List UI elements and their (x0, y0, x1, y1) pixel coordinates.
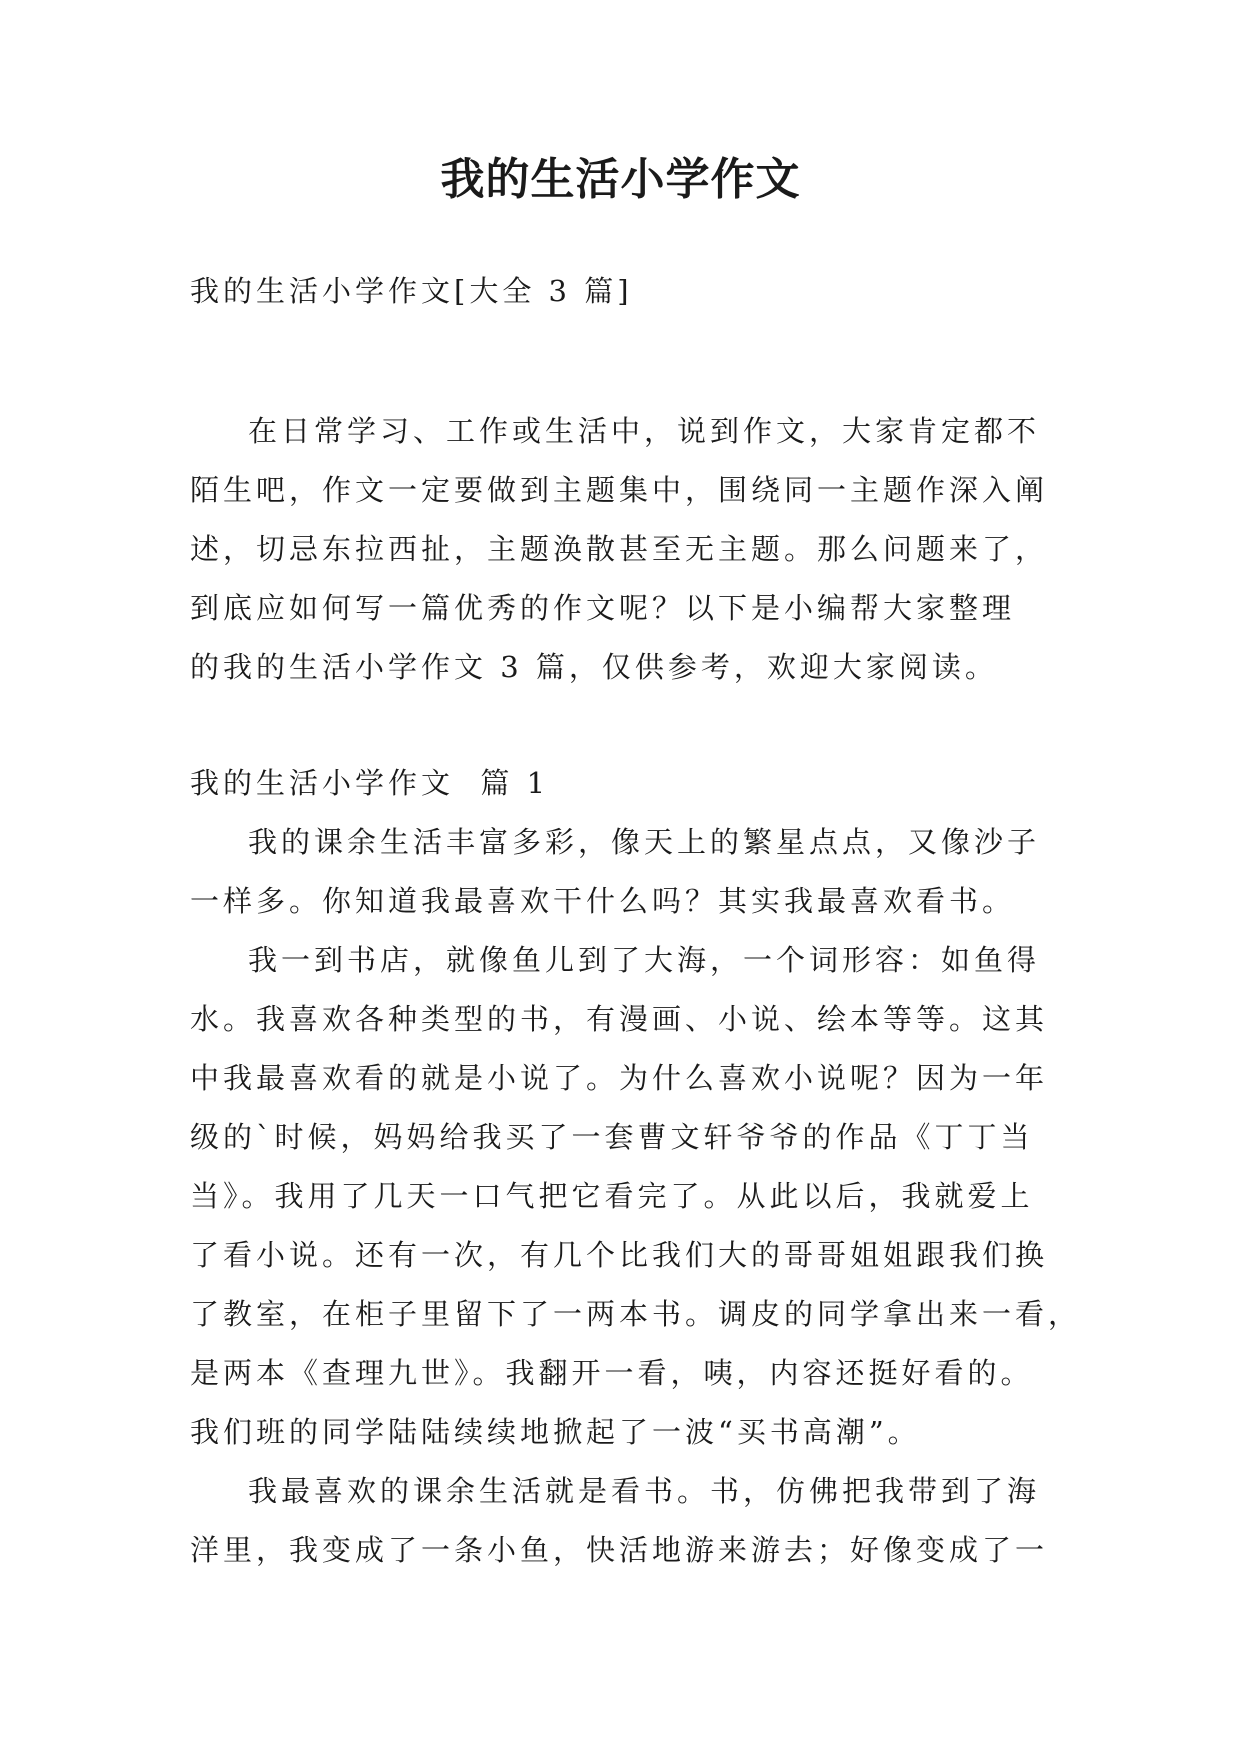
section-heading-text: 我的生活小学作文 篇 1 (190, 766, 550, 800)
paragraph-line: 一样多。你知道我最喜欢干什么吗？其实我最喜欢看书。 (190, 884, 1016, 918)
paragraph-line: 洋里，我变成了一条小鱼，快活地游来游去；好像变成了一 (190, 1533, 1049, 1567)
body-paragraph-1 (190, 813, 1060, 931)
paragraph-line: 中我最喜欢看的就是小说了。为什么喜欢小说呢？因为一年 (190, 1061, 1049, 1095)
document-title: 我的生活小学作文 (440, 154, 801, 205)
intro-paragraph (190, 402, 1060, 697)
document-subtitle (190, 262, 1060, 321)
paragraph-line: 水。我喜欢各种类型的书，有漫画、小说、绘本等等。这其 (190, 1002, 1049, 1036)
paragraph-line: 了教室，在柜子里留下了一两本书。调皮的同学拿出来一看， (190, 1297, 1082, 1331)
paragraph-line: 我们班的同学陆陆续续地掀起了一波“买书高潮”。 (190, 1415, 921, 1449)
subtitle-line: 我的生活小学作文[大全 3 篇] (190, 274, 633, 308)
paragraph-line: 的我的生活小学作文 3 篇，仅供参考，欢迎大家阅读。 (190, 650, 998, 684)
paragraph-line: 陌生吧，作文一定要做到主题集中，围绕同一主题作深入阐 (190, 473, 1049, 507)
body-paragraph-3 (190, 1462, 1060, 1580)
paragraph-line: 当》。我用了几天一口气把它看完了。从此以后，我就爱上 (190, 1179, 1034, 1213)
paragraph-line: 述，切忌东拉西扯，主题涣散甚至无主题。那么问题来了， (190, 532, 1049, 566)
body-paragraph-2 (190, 931, 1082, 1462)
paragraph-line: 在日常学习、工作或生活中，说到作文，大家肯定都不 (248, 414, 1041, 448)
section-heading (190, 754, 1060, 813)
paragraph-line: 我一到书店，就像鱼儿到了大海，一个词形容：如鱼得 (248, 943, 1041, 977)
paragraph-line: 了看小说。还有一次，有几个比我们大的哥哥姐姐跟我们换 (190, 1238, 1049, 1272)
paragraph-line: 我最喜欢的课余生活就是看书。书，仿佛把我带到了海 (248, 1474, 1041, 1508)
paragraph-line: 我的课余生活丰富多彩，像天上的繁星点点，又像沙子 (248, 825, 1041, 859)
paragraph-line: 级的`时候，妈妈给我买了一套曹文轩爷爷的作品《丁丁当 (190, 1120, 1034, 1154)
paragraph-line: 到底应如何写一篇优秀的作文呢？以下是小编帮大家整理 (190, 591, 1016, 625)
paragraph-line: 是两本《查理九世》。我翻开一看，咦，内容还挺好看的。 (190, 1356, 1034, 1390)
